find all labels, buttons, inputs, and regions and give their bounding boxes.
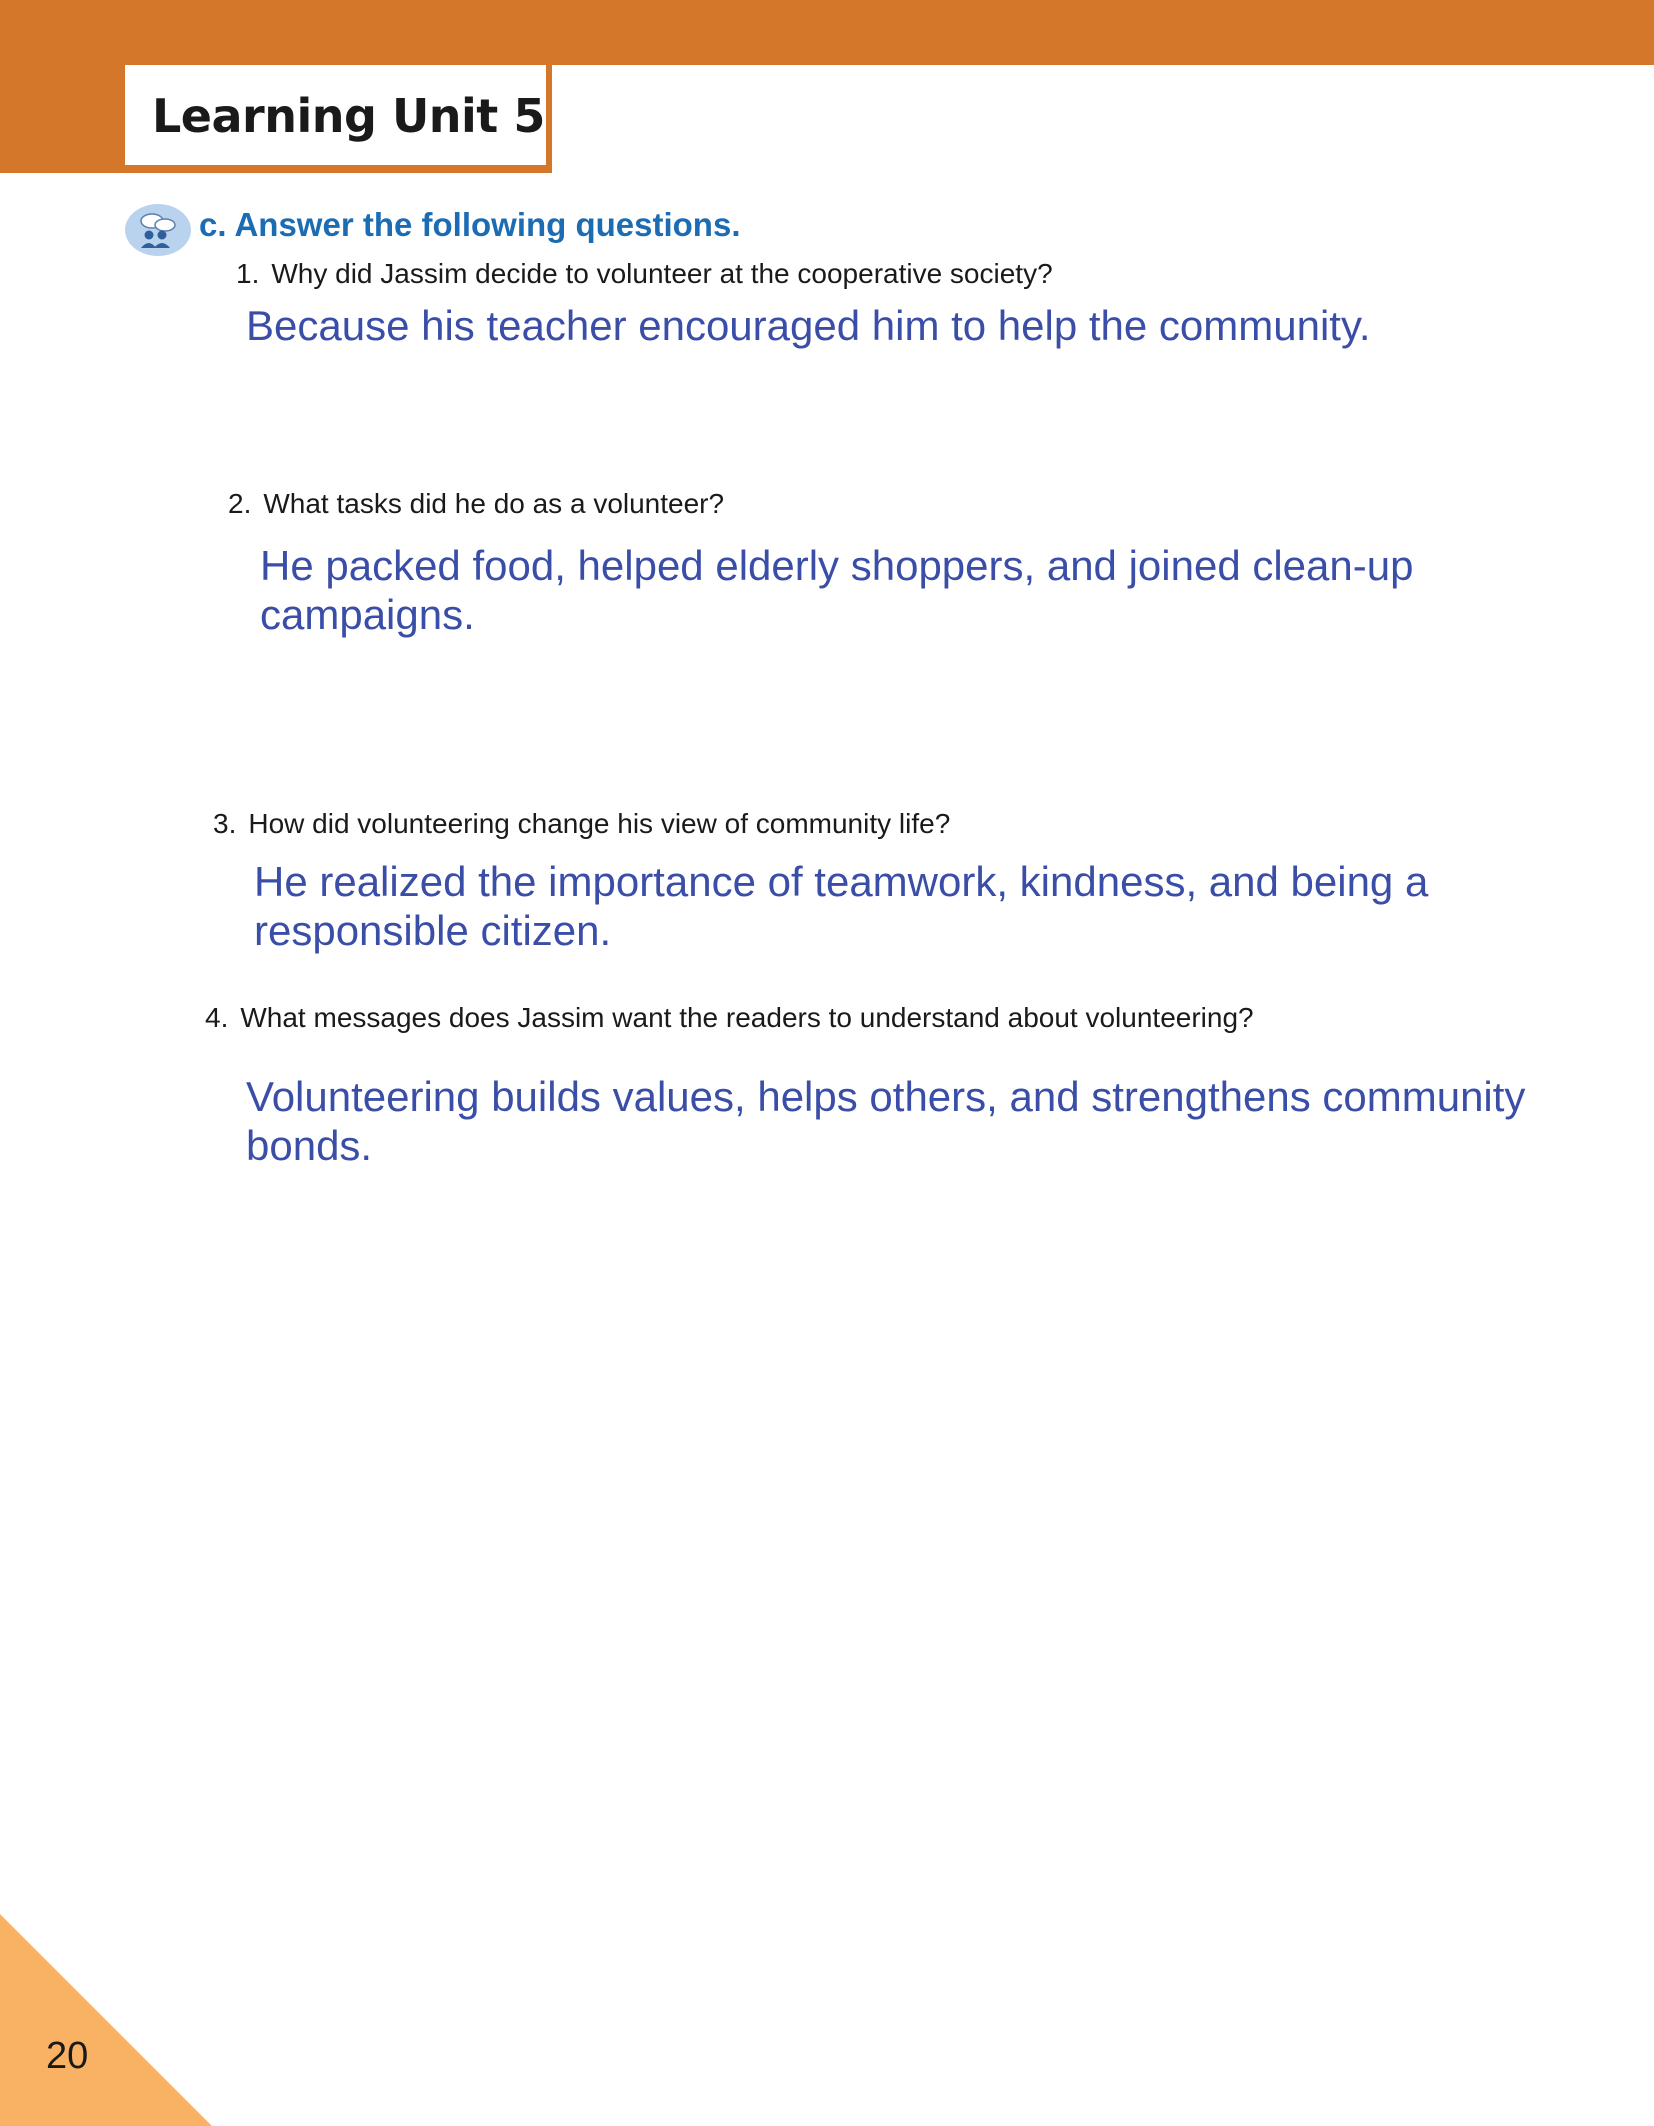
question-1-text: Why did Jassim decide to volunteer at the cooperative society?: [271, 258, 1053, 289]
answer-1: Because his teacher encouraged him to help the community.: [246, 302, 1371, 349]
question-2: [228, 488, 724, 520]
question-3-number: 3.: [213, 808, 237, 839]
answer-2: He packed food, helped elderly shoppers, and joined clean-up campaigns.: [260, 542, 1414, 638]
question-2-text: What tasks did he do as a volunteer?: [263, 488, 725, 519]
question-1-number: 1.: [236, 258, 260, 289]
corner-decoration: [0, 1914, 212, 2126]
answer-3: He realized the importance of teamwork, kindness, and being a responsible citizen.: [254, 858, 1429, 954]
header-band-cutout: [552, 65, 1654, 173]
question-4-text: What messages does Jassim want the readers to understand about volunteering?: [240, 1002, 1254, 1033]
question-3-text: How did volunteering change his view of community life?: [248, 808, 951, 839]
answer-4: Volunteering builds values, helps others, and strengthens community bonds.: [246, 1073, 1526, 1169]
page-number: 20: [46, 2035, 89, 2077]
question-3: [213, 808, 950, 840]
question-2-number: 2.: [228, 488, 252, 519]
unit-title: Learning Unit 5: [152, 89, 545, 143]
section-heading: c. Answer the following questions.: [199, 206, 741, 243]
unit-title-box: [125, 65, 551, 165]
question-4-number: 4.: [205, 1002, 229, 1033]
discussion-icon: [125, 204, 191, 256]
question-4: [205, 1002, 1254, 1034]
question-1: [236, 258, 1053, 290]
